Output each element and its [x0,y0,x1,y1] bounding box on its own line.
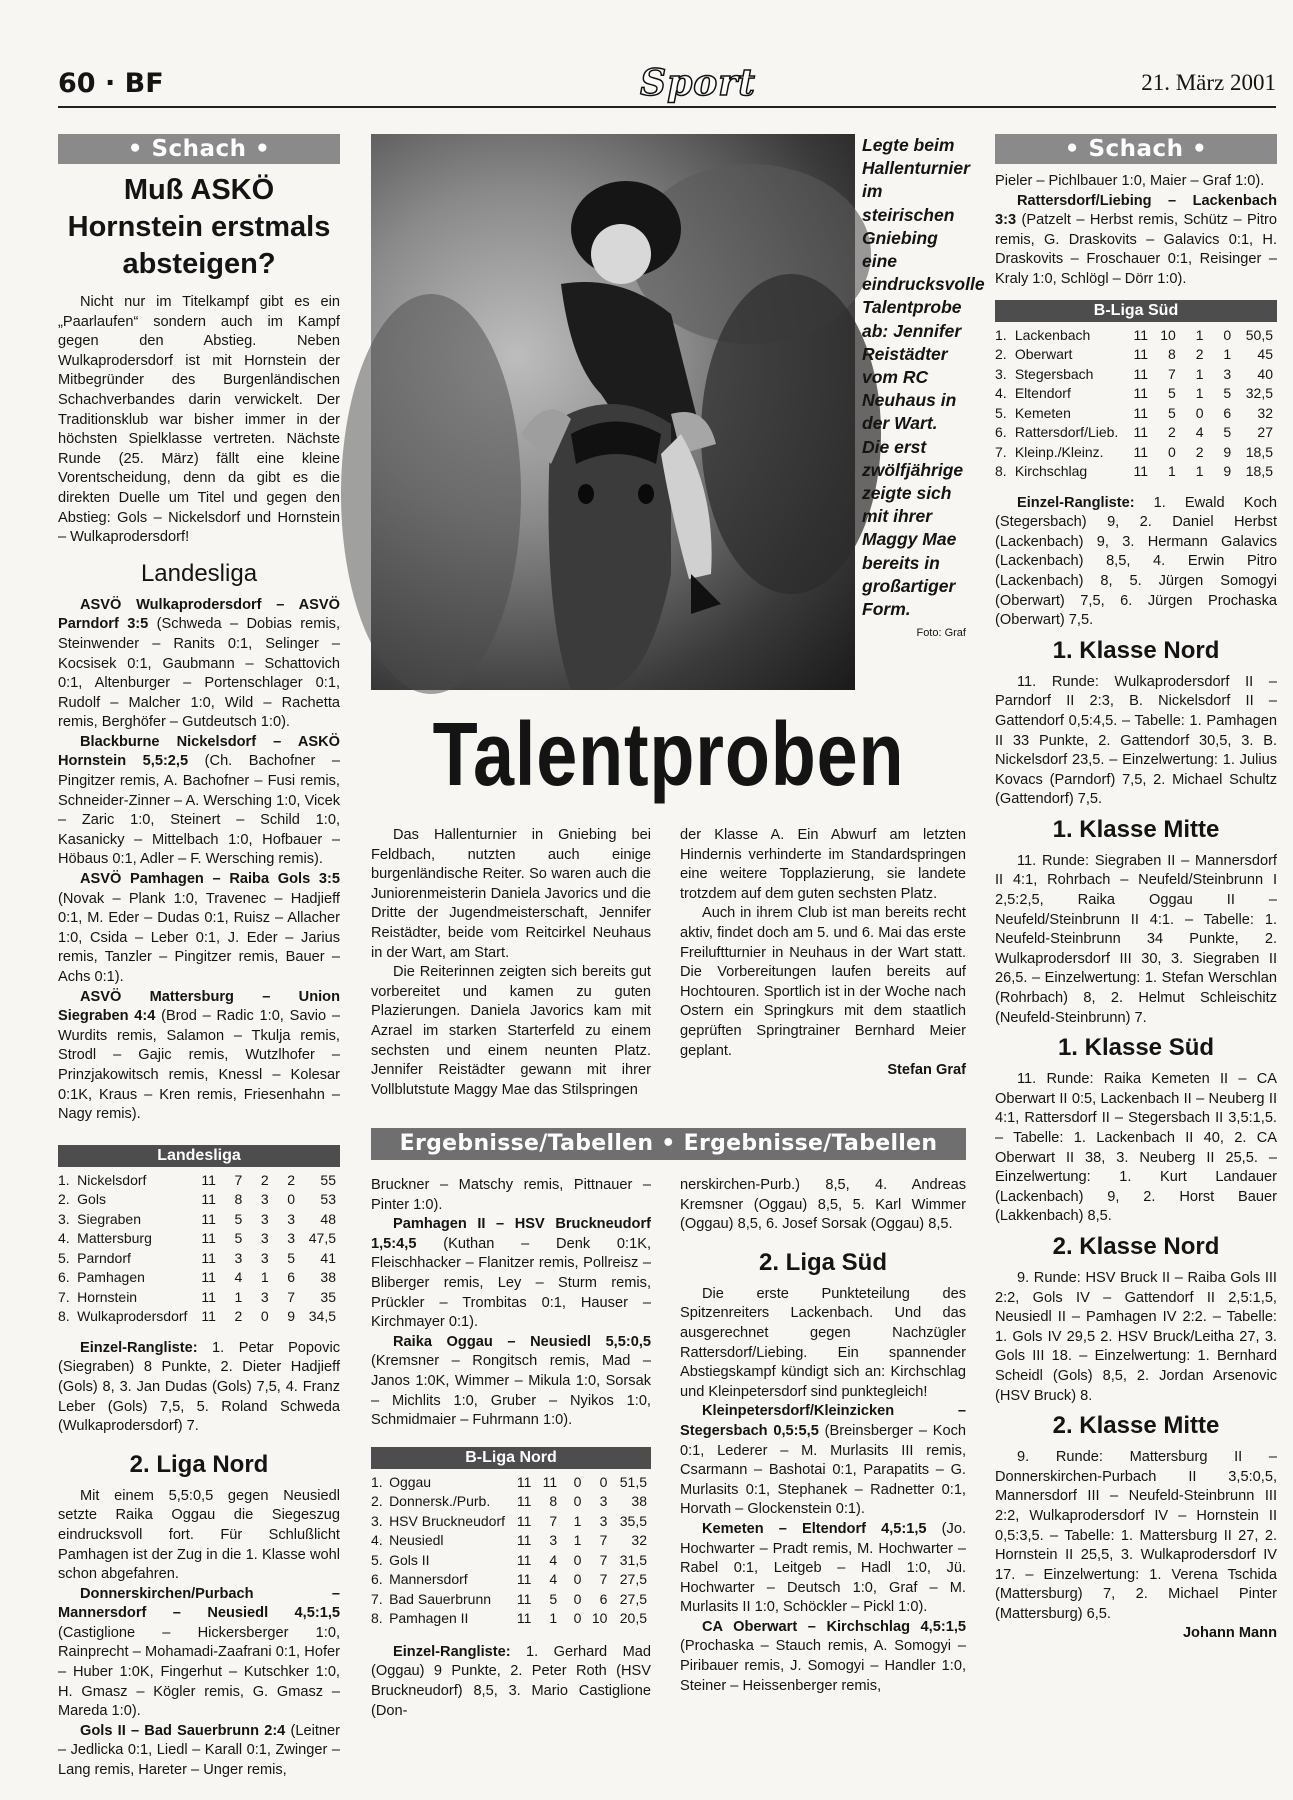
table-cell: 38 [320,1269,336,1286]
table-row [995,345,1277,365]
table-cell: 2 [1168,424,1176,441]
table-row [371,1609,651,1629]
table-row [995,326,1277,346]
table-cell: 10 [1160,326,1176,343]
table-cell: 1. [58,1171,70,1188]
table-cell: 51,5 [619,1473,647,1490]
table-cell: 8 [234,1191,243,1208]
team-name-cell: Stegersbach [1014,365,1094,382]
table-cell: 11 [516,1493,532,1510]
table-cell: 11 [1133,463,1149,480]
talent-para: Auch in ihrem Club ist man bereits recht aktiv, findet doch am 5. und 6. Mai das erste Freiluftturnier in Neuhaus in der Wart statt. Die Vorbereitungen laufen bereits auf Hochtouren. Sportlich ist in der Woche nach Ostern ein Springkurs mit dem staatlich geprüften Springtrainer Bernhard Meier geplant. [680,905,966,1059]
table-cell: 0 [573,1493,582,1510]
match-report: Kemeten – Eltendorf 4,5:1,5 (Jo. Hochwarter – Pradt remis, M. Hochwarter – Rabel 0:1, Leitgeb – Hadl 1:0, Jü. Hochwarter – Deutsch 1:0, Graf – M. Murlasits II 1:0, Schöckler – Pickl 1:0). [680,1520,966,1616]
table-cell: 27 [1257,424,1273,441]
horse-rider-illustration [371,134,855,690]
k2-mitte-title: 2. Klasse Mitte [1052,1412,1220,1440]
talent-headline: Talentproben [432,705,905,805]
table-cell: 31,5 [619,1551,647,1568]
table-cell: 1 [1195,326,1204,343]
team-name-cell: Pamhagen [77,1269,145,1286]
table-cell: 5 [1223,424,1232,441]
table-cell: 3 [260,1288,269,1305]
match-report: Gols II – Bad Sauerbrunn 2:4 (Leitner – Jedlicka 0:1, Liedl – Karall 0:1, Zwinger – Lang remis, Hareter – Unger remis, [58,1722,340,1779]
table-cell: 45 [1257,346,1273,363]
match-report: CA Oberwart – Kirchschlag 4,5:1,5 (Prochaska – Stauch remis, A. Somogyi – Piribauer remis, J. Somogyi – Handler 1:0, Steiner – Heissenberger remis, [680,1618,966,1694]
bliga-sued-table [995,326,1277,482]
league-report: 11. Runde: Wulkaprodersdorf II – Parndorf II 2:3, B. Nickelsdorf II – Gattendorf 0,5:4,5. – Tabelle: 1. Pamhagen II 33 Punkte, 2. Gattendorf 30,5, 3. B. Nickelsdorf 23,5. – Einzelwertung: 1. Julius Kovacs (Parndorf) 7,5, 2. Michael Schultz (Gattendorf) 7,5. [995,673,1277,808]
team-name-cell: Neusiedl [389,1532,444,1549]
table-cell: 0 [573,1473,582,1490]
schach-label-right: • Schach • [995,134,1277,164]
match-report: Kleinpetersdorf/Kleinzicken – Stegersbach 0,5:5,5 (Breinsberger – Koch 0:1, Lederer – M. Murlasits III remis, Csarmann – Bashotai 0:1, Parapatits – G. Murlasits 0:1, Stephanek – Radnetter 0:1, Horvath – Glockenstein 0:1). [680,1403,966,1518]
table-cell: 11 [1133,326,1149,343]
table-cell: 35 [320,1288,336,1305]
table-cell: 47,5 [308,1230,336,1247]
table-cell: 7 [1168,365,1176,382]
chess-intro: Nicht nur im Titelkampf gibt es ein „Paarlaufen“ sondern auch im Kampf gegen den Abstieg. Neben Wulkaprodersdorf ist mit Hornstein der Mitbegründer des Burgenländischen Schachverbandes darin verwickelt. Der Traditionsklub war bisher immer in der höchsten Spielklasse vertreten. Nächste Runde (25. März) fällt eine kleine Vorentscheidung, denn da gibt es die direkten Duelle um Titel und gegen den Abstieg: Gols – Nickelsdorf und Hornstein – Wulkaprodersdorf! [58,294,340,546]
sued-intro: Die erste Punkteteilung des Spitzenreiters Lackenbach. Und das ausgerechnet gegen Nachzügler Rattersdorf/Liebing. Ein spannender Abstiegskampf kündigt sich an: Kirchschlag und Kleinpetersdorf sind punktegleich! [680,1285,966,1400]
table-cell: 7 [234,1171,243,1188]
table-cell: 11 [516,1610,532,1627]
table-cell: 7 [549,1512,558,1529]
table-cell: 0 [573,1590,582,1607]
team-name-cell: Hornstein [77,1288,138,1305]
table-cell: 7 [287,1288,296,1305]
table-cell: 2 [1195,346,1204,363]
table-cell: 4. [58,1230,70,1247]
table-cell: 2 [260,1171,269,1188]
table-cell: 1 [549,1610,558,1627]
table-cell: 40 [1257,365,1273,382]
table-row [995,365,1277,385]
table-cell: 3 [260,1210,269,1227]
table-cell: 6. [371,1571,383,1588]
team-name-cell: Oggau [389,1473,432,1490]
table-cell: 5 [1168,404,1176,421]
table-row [371,1492,651,1512]
table-cell: 0 [1195,404,1204,421]
table-cell: 6 [599,1590,608,1607]
right-column [995,134,1277,1794]
table-cell: 8. [371,1610,383,1627]
schach-label-left: • Schach • [58,134,340,164]
table-cell: 11 [516,1473,532,1490]
table-cell: 0 [573,1610,582,1627]
match-report: Pamhagen II – HSV Bruckneudorf 1,5:4,5 (Kuthan – Denk 0:1K, Fleischhacker – Flanitzer remis, Pollreisz – Bliberger remis, Ley – Sturm remis, Prückler – Trombitas 0:1, Hauser – Kirchmayer 0:1). [371,1216,651,1331]
table-cell: 4 [234,1269,243,1286]
table-cell: 11 [516,1512,532,1529]
match-report: Blackburne Nickelsdorf – ASKÖ Hornstein 5,5:2,5 (Ch. Bachofner – Pingitzer remis, A. Bachofner – Fusi remis, Schneider-Zinner – A. Wersching 1:0, Vicek – Zaric 1:0, Steinert – Schild 1:0, Kasanicky – Mittelbach 1:0, Hofbauer – Höbaus 0:1, Adler – F. Wersching remis). [58,733,340,868]
table-row [371,1551,651,1571]
table-cell: 3 [599,1493,608,1510]
table-cell: 32 [631,1532,647,1549]
table-cell: 2. [58,1191,70,1208]
table-cell: 6 [287,1269,296,1286]
team-name-cell: Wulkaprodersdorf [77,1308,188,1325]
table-cell: 27,5 [619,1571,647,1588]
table-cell: 18,5 [1245,443,1273,460]
table-cell: 11 [516,1571,532,1588]
k1-mitte-title: 1. Klasse Mitte [1052,815,1220,843]
table-cell: 35,5 [619,1512,647,1529]
table-cell: 6. [58,1269,70,1286]
table-cell: 0 [573,1551,582,1568]
table-cell: 3 [260,1249,269,1266]
photo-caption [862,134,985,694]
team-name-cell: Siegraben [77,1210,141,1227]
table-cell: 3 [599,1512,608,1529]
table-cell: 3 [234,1249,243,1266]
table-cell: 5. [995,404,1007,421]
table-row [371,1590,651,1610]
table-row [58,1229,340,1249]
team-name-cell: Lackenbach [1014,326,1091,343]
team-name-cell: Parndorf [77,1249,131,1266]
table-cell: 11 [201,1269,216,1286]
table-cell: 7. [58,1288,70,1305]
table-row [58,1288,340,1308]
table-cell: 20,5 [619,1610,647,1627]
talent-col-2 [680,826,966,1116]
table-cell: 4 [549,1571,558,1588]
table-row [371,1570,651,1590]
table-cell: 10 [591,1610,608,1627]
table-cell: 4 [549,1551,558,1568]
table-cell: 55 [320,1171,336,1188]
team-name-cell: HSV Bruckneudorf [389,1512,506,1529]
team-name-cell: Nickelsdorf [77,1171,147,1188]
table-cell: 8 [1168,346,1176,363]
team-name-cell: Eltendorf [1014,385,1071,402]
team-name-cell: Gols II [389,1551,430,1568]
table-cell: 2 [234,1308,243,1325]
table-cell: 3. [371,1512,383,1529]
issue-date: 21. März 2001 [1141,70,1276,95]
table-cell: 5 [287,1249,296,1266]
table-cell: 41 [320,1249,336,1266]
rider-photo [371,134,855,690]
table-cell: 11 [201,1191,216,1208]
table-cell: 5 [234,1230,243,1247]
talent-author: Stefan Graf [887,1062,966,1079]
table-cell: 0 [1168,443,1176,460]
table-cell: 0 [260,1308,269,1325]
table-cell: 11 [1133,365,1149,382]
talent-col-1 [371,826,651,1116]
caption-text: Legte beim Hallenturnier im steirischen Gniebing eine eindrucksvolle Talentprobe ab: Jennifer Reistädter vom RC Neuhaus in der Wart. Die erst zwölfjährige zeigte sich mit ihrer Maggy Mae bereits in großartiger Form. [862,135,985,620]
k1-nord-title: 1. Klasse Nord [1052,636,1220,664]
table-cell: 11 [1133,346,1149,363]
table-cell: 2. [371,1493,383,1510]
table-cell: 3. [995,365,1007,382]
table-row [58,1268,340,1288]
table-cell: 1 [1223,346,1232,363]
landesliga-table [58,1171,340,1327]
liga-sued-title: 2. Liga Süd [758,1248,887,1276]
table-cell: 9 [287,1308,296,1325]
team-name-cell: Gols [77,1191,106,1208]
match-report: ASVÖ Pamhagen – Raiba Gols 3:5 (Novak – Plank 1:0, Travenec – Hadjieff 0:1, M. Eder – Dudas 0:1, Ruisz – Allacher 1:0, Csida – Leber 0:1, J. Eder – Jarius remis, Tanzler – Pingitzer remis, Bauer – Achs 0:1). [58,871,340,985]
table-cell: 11 [542,1473,558,1490]
header-rule [58,106,1276,108]
table-cell: 11 [516,1532,532,1549]
table-row [371,1512,651,1532]
team-name-cell: Mannersdorf [389,1571,468,1588]
table-cell: 8 [549,1493,558,1510]
table-cell: 4. [995,385,1007,402]
results-col-2 [680,1176,966,1796]
team-name-cell: Donnersk./Purb. [389,1493,491,1510]
table-row [58,1307,340,1327]
table-row [371,1531,651,1551]
results-banner: Ergebnisse/Tabellen • Ergebnisse/Tabellen [371,1128,966,1160]
table-cell: 0 [599,1473,608,1490]
team-name-cell: Oberwart [1014,346,1073,363]
k2-nord-title: 2. Klasse Nord [1052,1232,1220,1260]
table-row [58,1249,340,1269]
table-cell: 5. [58,1249,70,1266]
photo-credit: Foto: Graf [916,627,966,640]
results-text: Pieler – Pichlbauer 1:0, Maier – Graf 1:0). [995,173,1265,189]
table-cell: 11 [201,1308,216,1325]
table-cell: 5. [371,1551,383,1568]
league-report: 9. Runde: HSV Bruck II – Raiba Gols III 2:2, Gols IV – Gattendorf II 2,5:1,5, Neusiedl II – Pamhagen IV 2:2. – Tabelle: 1. Gols IV 29,5 2. HSV Bruck/Leitha 27, 3. Gols III 18. – Einzelwertung: 1. Bernhard Scheidl (Gols) 8,5, 2. Jordan Arsenovic (HSV Bruck) 8. [995,1269,1277,1404]
table-cell: 0 [1223,326,1232,343]
table-cell: 0 [287,1191,296,1208]
table-cell: 8. [58,1308,70,1325]
league-report: 11. Runde: Raika Kemeten II – CA Oberwart II 0:5, Lackenbach II – Neuberg II 4:1, Rattersdorf II – Stegersbach II 3,5:1,5. – Tabelle: 1. Lackenbach II 40, 2. CA Oberwart II 38, 3. Neuberg II 25,5. – Einzelwertung: 1. Kurt Landauer (Lackenbach) 9, 2. Horst Bauer (Lakkenbach) 8,5. [995,1071,1277,1225]
table-cell: 11 [1133,404,1149,421]
table-cell: 11 [201,1230,216,1247]
chess-author: Johann Mann [1182,1625,1277,1642]
table-cell: 1 [234,1288,243,1305]
table-cell: 1 [1168,463,1176,480]
einzel-rangliste: Einzel-Rangliste: 1. Ewald Koch (Stegersbach) 9, 2. Daniel Herbst (Lackenbach) 9, 3. Hermann Galavics (Lackenbach) 8,5, 4. Erwin Pitro (Lackenbach) 8, 5. Jürgen Somogyi (Oberwart) 7,5, 6. Jürgen Prochaska (Oberwart) 7,5. [995,494,1277,629]
einzel-rangliste: Einzel-Rangliste: 1. Gerhard Mad (Oggau) 9 Punkte, 2. Peter Roth (HSV Bruckneudorf) 8,5, 3. Mario Castiglione (Don- [371,1643,651,1719]
table-cell: 7 [599,1551,608,1568]
table-row [995,384,1277,404]
left-column [58,134,340,1794]
table-cell: 50,5 [1245,326,1273,343]
bliga-nord-title: B-Liga Nord [371,1447,651,1469]
talent-para: Die Reiterinnen zeigten sich bereits gut vorbereitet und kamen zu guten Plazierungen. Daniela Javorics kam mit Azrael im starken Starterfeld zu einem sechsten und einem neunten Platz. Jennifer Reistädter gewann mit ihrer Vollblutstute Maggy Mae das Stilspringen [371,964,651,1098]
table-cell: 3. [58,1210,70,1227]
bliga-nord-table [371,1473,651,1629]
results-col-1 [371,1176,651,1796]
table-cell: 7 [599,1532,608,1549]
table-cell: 9 [1223,463,1232,480]
table-cell: 5 [1223,385,1232,402]
table-cell: 5 [1168,385,1176,402]
table-cell: 2 [1195,443,1204,460]
table-row [995,404,1277,424]
table-cell: 2 [287,1171,296,1188]
einzel-rangliste: Einzel-Rangliste: 1. Petar Popovic (Siegraben) 8 Punkte, 2. Dieter Hadjieff (Gols) 8, 3. Jan Dudas (Gols) 7,5, 4. Franz Leber (Gols) 7,5, 5. Roland Schweda (Wulkaprodersdorf) 7. [58,1339,340,1435]
team-name-cell: Rattersdorf/Lieb. [1014,424,1119,441]
results-text: nerskirchen-Purb.) 8,5, 4. Andreas Kremsner (Oggau) 8,5, 5. Karl Wimmer (Oggau) 8,5, 6. Josef Sorsak (Oggau) 8,5. [680,1177,966,1233]
section-title: Sport [640,62,756,104]
table-cell: 7. [371,1590,383,1607]
bliga-sued-title: B-Liga Süd [995,300,1277,322]
table-cell: 1. [371,1473,383,1490]
table-cell: 11 [1133,424,1149,441]
table-cell: 4 [1195,424,1204,441]
chess-headline: Muß ASKÖ Hornstein erstmals absteigen? [67,174,331,280]
team-name-cell: Kirchschlag [1014,463,1088,480]
table-row [995,462,1277,482]
table-row [371,1473,651,1493]
table-cell: 1 [1195,463,1204,480]
table-cell: 1 [573,1512,582,1529]
table-cell: 3 [549,1532,558,1549]
table-cell: 1 [1195,385,1204,402]
talent-para: Das Hallenturnier in Gniebing bei Feldbach, nutzten auch einige burgenländische Reiter. So waren auch die Juniorenmeisterin Daniela Javorics und die Dritte der Jugendmeisterschaft, Jennifer Reistädter, beide vom Reitcirkel Neuhaus in der Wart, am Start. [371,827,651,961]
table-cell: 38 [631,1493,647,1510]
table-cell: 5 [234,1210,243,1227]
league-report: 9. Runde: Mattersburg II – Donnerskirchen-Purbach II 3,5:0,5, Mannersdorf III – Neufeld-Steinbrunn III 2:2, Wulkaprodersdorf IV – Hornstein II 0,5:3,5. – Tabelle: 1. Mattersburg II 27, 2. Hornstein II 25,5, 3. Wulkaprodersdorf IV 17. – Einzelwertung: 1. Verena Tschida (Mattersburg) 7, 2. Michael Pinter (Mattersburg) 6,5. [995,1449,1277,1622]
table-cell: 11 [201,1171,216,1188]
table-cell: 5 [549,1590,558,1607]
match-report: ASVÖ Wulkaprodersdorf – ASVÖ Parndorf 3:5 (Schweda – Dobias remis, Steinwender – Ranits 0:1, Selinger – Kocsisek 0:1, Gaubmann – Schattovich 0:1, Altenburger – Portenschlager 0:1, Rudolf – Malcher 1:0, Wild – Rachetta remis, Berghöfer – Gutdeutsch 1:0). [58,596,340,731]
table-cell: 11 [201,1210,216,1227]
table-cell: 34,5 [308,1308,336,1325]
table-cell: 11 [516,1551,532,1568]
table-cell: 27,5 [619,1590,647,1607]
table-cell: 1 [1195,365,1204,382]
table-cell: 3 [287,1230,296,1247]
table-cell: 11 [516,1590,532,1607]
table-cell: 6 [1223,404,1232,421]
league-report: 11. Runde: Siegraben II – Mannersdorf II 4:1, Rohrbach – Neufeld/Steinbrunn I 2,5:2,5, Raika Oggau II – Neufeld/Steinbrunn II 4:1. – Tabelle: 1. Neufeld-Steinbrunn 34 Punkte, 2. Wulkaprodersdorf III 30, 3. Siegraben II 26,5. – Einzelwertung: 1. Stefan Werschlan (Rohrbach) 8, 2. Helmut Schleischitz (Neufeld-Steinbrunn) 7. [995,852,1277,1026]
table-cell: 11 [201,1288,216,1305]
table-row [995,423,1277,443]
k1-sued-title: 1. Klasse Süd [1057,1034,1215,1062]
table-cell: 1 [573,1532,582,1549]
table-cell: 32,5 [1245,385,1273,402]
landesliga-table-title: Landesliga [58,1145,340,1167]
table-row [995,443,1277,463]
table-cell: 1. [995,326,1007,343]
team-name-cell: Pamhagen II [389,1610,469,1627]
table-cell: 48 [320,1210,336,1227]
match-report: Donnerskirchen/Purbach – Mannersdorf – Neusiedl 4,5:1,5 (Castiglione – Hickersberger 1:0, Rainprecht – Mohamadi-Zaafrani 0:1, Hofer – Huber 1:0K, Fingerhut – Kutschker 1:0, H. Gmasz – Kögler remis, G. Gmasz – Mareda 1:0). [58,1585,340,1720]
table-cell: 11 [1133,443,1149,460]
table-cell: 3 [287,1210,296,1227]
liga-nord-title: 2. Liga Nord [129,1450,269,1478]
table-row [58,1190,340,1210]
results-text: Bruckner – Matschy remis, Pittnauer – Pinter 1:0). [371,1177,651,1213]
nord-intro: Mit einem 5,5:0,5 gegen Neusiedl setzte Raika Oggau die Siegeszug eindrucksvoll fort. Für Schlußlicht Pamhagen ist der Zug in die 1. Klasse wohl schon abgefahren. [58,1487,340,1583]
table-cell: 1 [260,1269,269,1286]
table-cell: 2. [995,346,1007,363]
table-cell: 8. [995,463,1007,480]
page-number: 60 · BF [58,68,164,99]
table-cell: 53 [320,1191,336,1208]
match-report: Raika Oggau – Neusiedl 5,5:0,5 (Kremsner – Rongitsch remis, Mad – Janos 1:0K, Wimmer – Mikula 1:0, Sorsak – Michlits 1:0, Gruber – Nyikos 1:0, Schmidmaier – Fuhrmann 1:0). [371,1333,651,1429]
team-name-cell: Mattersburg [77,1230,152,1247]
table-cell: 11 [1133,385,1149,402]
team-name-cell: Bad Sauerbrunn [389,1590,492,1607]
match-report: Rattersdorf/Liebing – Lackenbach 3:3 (Patzelt – Herbst remis, Schütz – Pitro remis, G. Draskovits – Galavics 0:1, H. Draskovits – Froschauer 0:1, Reisinger – Kraly 1:0, Schlögl – Dörr 1:0). [995,192,1277,287]
table-cell: 6. [995,424,1007,441]
table-row [58,1171,340,1191]
table-row [58,1210,340,1230]
table-cell: 11 [201,1249,216,1266]
talent-para: der Klasse A. Ein Abwurf am letzten Hindernis verhinderte im Standardspringen eine weitere Topplazierung, sie landete trotzdem auf dem guten sechsten Platz. [680,827,966,902]
match-report: ASVÖ Mattersburg – Union Siegraben 4:4 (Brod – Radic 1:0, Savio – Wurdits remis, Salamon – Tkulja remis, Strodl – Gajic remis, Wutzlhofer – Prinzjakowitsch remis, Knessl – Kolesar 0:1K, Kraus – Kren remis, Friesenhahn – Nagy remis). [58,988,340,1123]
table-cell: 7 [599,1571,608,1588]
table-cell: 3 [1223,365,1232,382]
table-cell: 0 [573,1571,582,1588]
team-name-cell: Kemeten [1014,404,1071,421]
table-cell: 4. [371,1532,383,1549]
landesliga-title: Landesliga [140,559,258,587]
page-header [58,62,1276,110]
table-cell: 18,5 [1245,463,1273,480]
table-cell: 3 [260,1191,269,1208]
table-cell: 32 [1257,404,1273,421]
table-cell: 7. [995,443,1007,460]
table-cell: 3 [260,1230,269,1247]
table-cell: 9 [1223,443,1232,460]
team-name-cell: Kleinp./Kleinz. [1014,443,1104,460]
